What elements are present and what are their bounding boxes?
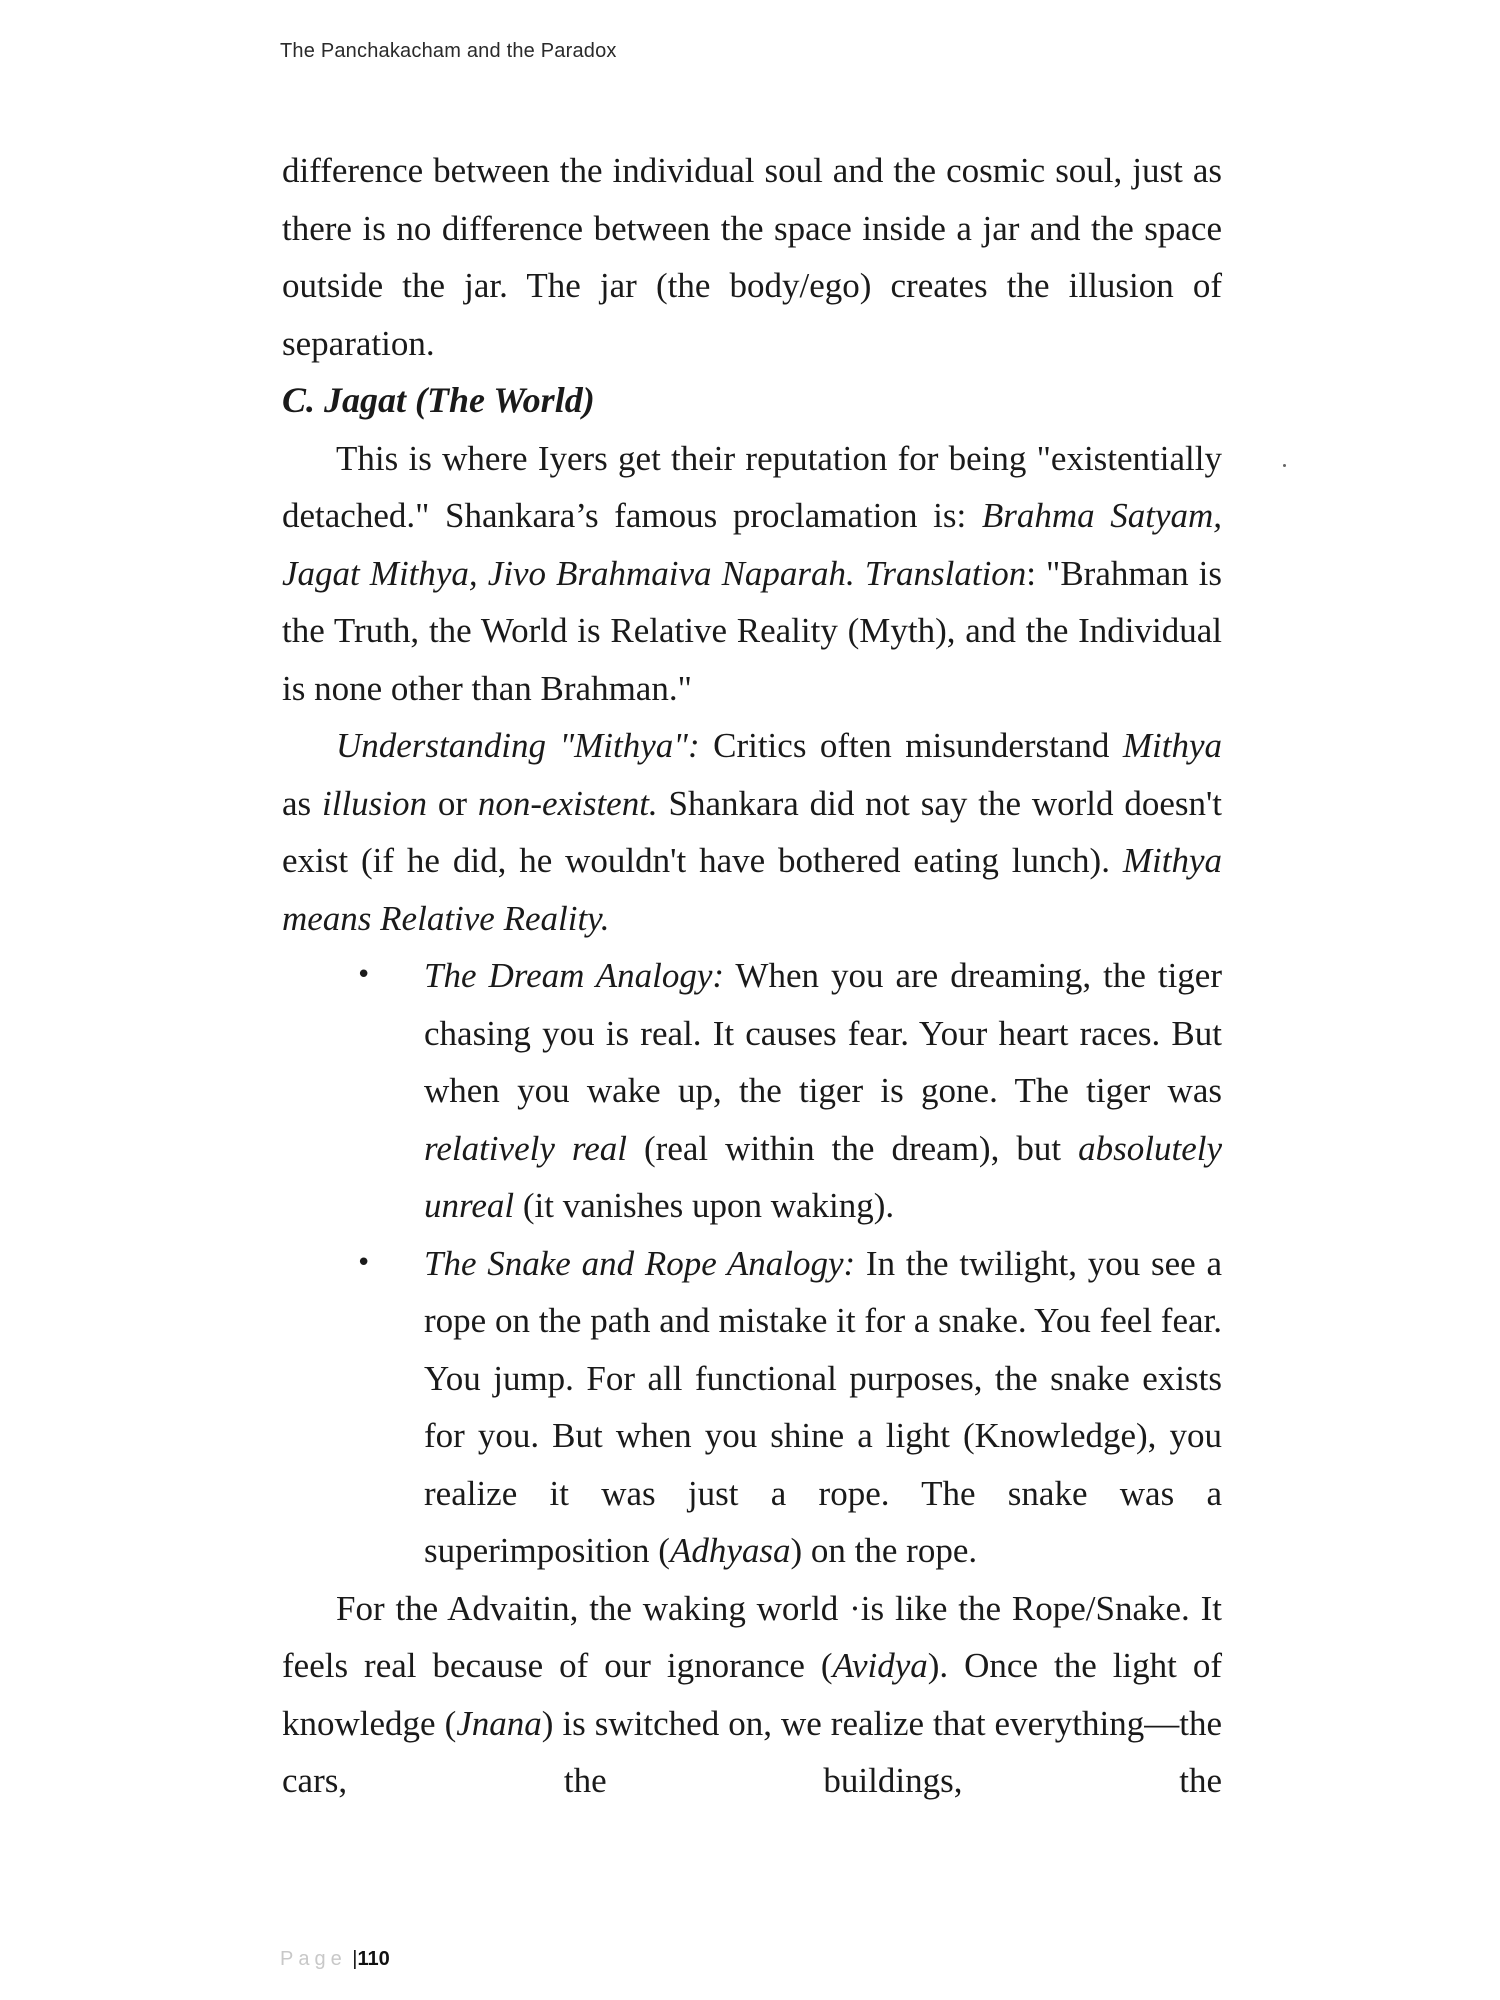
dream-text-b: (real within the dream), but xyxy=(626,1128,1079,1168)
paragraph-2-text-a: This is where Iyers get their reputation for being "existentially detached." Shankara’s famous proclamation is: xyxy=(282,438,1222,535)
sanskrit-quote: Brahma Satyam, Jagat Mithya, Jivo Brahmaiva Naparah. xyxy=(282,496,1223,593)
term-mithya: Mithya xyxy=(1122,726,1222,765)
page-body xyxy=(282,142,1222,1810)
paragraph-2 xyxy=(282,430,1222,718)
term-jnana: Jnana xyxy=(456,1703,542,1743)
closing-text-a: For the Advaitin, the waking world ·is like the Rope/Snake. It feels real because of our ignorance ( xyxy=(282,1588,1222,1685)
understanding-mithya-label: Understanding "Mithya": xyxy=(336,726,700,765)
dream-text-c: (it vanishes upon waking). xyxy=(514,1186,895,1225)
snake-text-b: ) on the rope. xyxy=(790,1531,978,1570)
paragraph-3-text-c: or xyxy=(427,783,478,823)
snake-rope-analogy-label: The Snake and Rope Analogy: xyxy=(424,1243,856,1283)
term-non-existent: non-existent. xyxy=(477,783,658,823)
translation-label: Translation xyxy=(864,553,1027,593)
scan-speck xyxy=(1283,464,1286,467)
list-item-dream-analogy xyxy=(424,947,1222,1235)
term-adhyasa: Adhyasa xyxy=(669,1531,791,1570)
paragraph-3 xyxy=(282,717,1222,947)
paragraph-2-text-b: : "Brahman is the Truth, the World is Relative Reality (Myth), and the Individual is none other than Brahman." xyxy=(282,553,1222,708)
term-illusion: illusion xyxy=(322,783,428,823)
closing-text-b: ). Once the light of knowledge ( xyxy=(282,1646,1222,1743)
analogy-list xyxy=(282,947,1222,1580)
paragraph-3-text-d: Shankara did not say the world doesn't exist (if he did, he wouldn't have bothered eating lunch). xyxy=(282,783,1222,880)
paragraph-1: difference between the individual soul and the cosmic soul, just as there is no difference between the space inside a jar and the space outside the jar. The jar (the body/ego) creates the illusion of separation. xyxy=(282,151,1222,363)
mithya-definition: Mithya means Relative Reality. xyxy=(282,841,1222,938)
running-header: The Panchakacham and the Paradox xyxy=(280,40,617,62)
paragraph-3-text-b: as xyxy=(282,783,322,823)
dream-text-a: When you are dreaming, the tiger chasing you is real. It causes fear. Your heart races. But when you wake up, the tiger is gone. The tiger was xyxy=(424,956,1222,1110)
list-item-snake-rope-analogy xyxy=(424,1235,1222,1580)
snake-text-a: In the twilight, you see a rope on the path and mistake it for a snake. You feel fear. You jump. For all functional purposes, the snake exists for you. But when you shine a light (Knowledge), you realize it was just a rope. The snake was a superimposition ( xyxy=(424,1243,1222,1570)
dream-analogy-label: The Dream Analogy: xyxy=(424,956,725,995)
page-label: Page xyxy=(280,1948,347,1970)
paragraph-closing xyxy=(282,1580,1222,1810)
term-relatively-real: relatively real xyxy=(424,1128,627,1168)
page-number: 110 xyxy=(357,1948,390,1970)
term-avidya: Avidya xyxy=(832,1646,928,1685)
page-separator: | xyxy=(352,1948,358,1970)
paragraph-3-text-a: Critics often misunderstand xyxy=(699,726,1123,765)
closing-text-c: ) is switched on, we realize that everything—the cars, the buildings, the xyxy=(282,1703,1222,1800)
section-heading: C. Jagat (The World) xyxy=(282,380,595,420)
page-footer xyxy=(280,1948,390,1971)
term-absolutely-unreal: absolutely unreal xyxy=(424,1128,1223,1225)
